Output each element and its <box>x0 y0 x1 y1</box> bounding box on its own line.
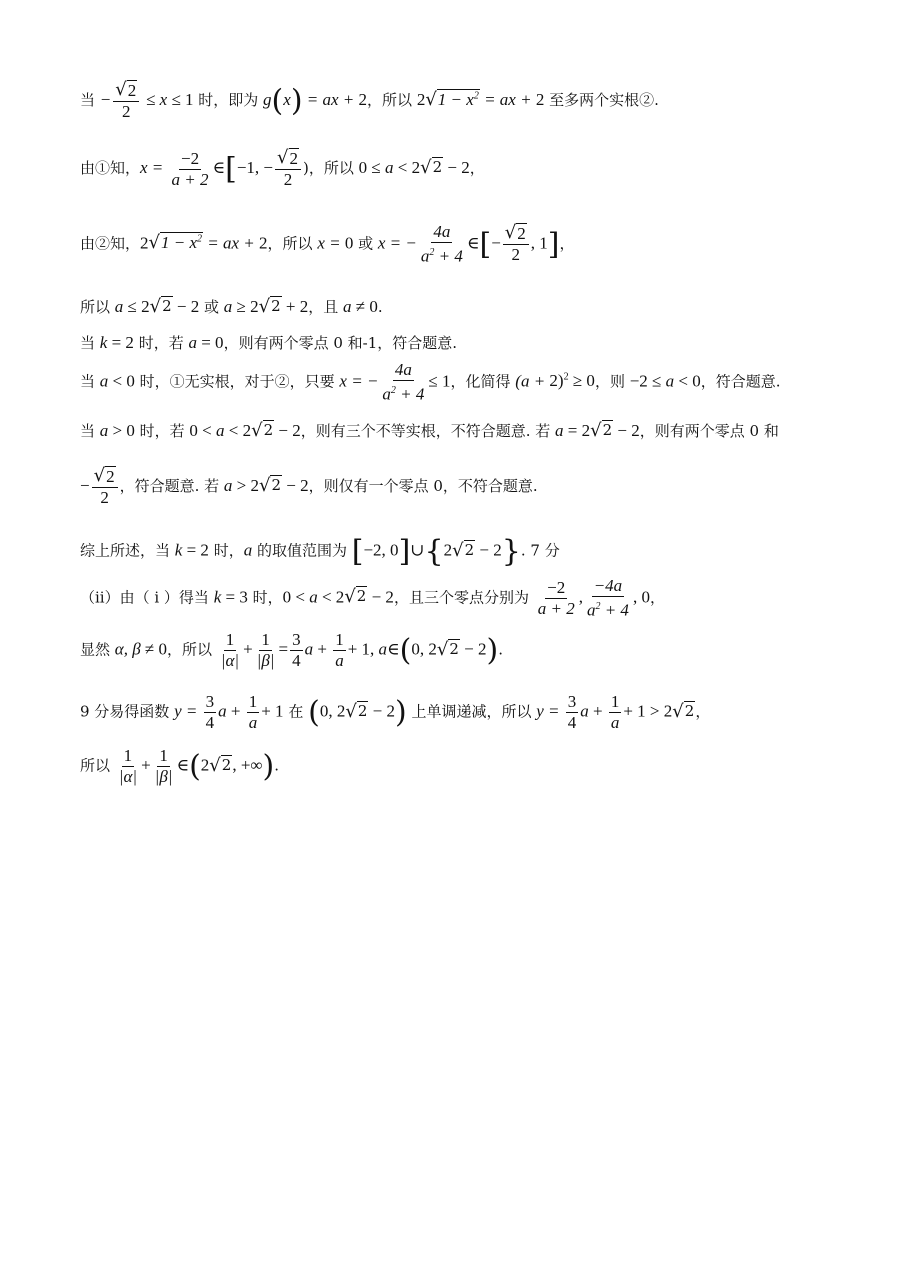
solution-line-6: 当 a < 0 时，①无实根，对于②，只要 x = − $\frac{4a}{a^2 + 4}$ ≤ 1，化简得 $(a + 2)^2 \ge 0$，则 −2 ≤ a < 0，符合题意. <box>80 360 781 404</box>
solution-line-8: − √ 2 2 ，符合题意. 若 a > 2 √ 2 − 2，则仅有一个零点 0，不符合题意. <box>80 465 538 507</box>
solution-line-1: 当 − √ 2 2 ≤ x ≤ 1 时，即为 g(x) = ax + 2，所以 2 √ $1 - x^2$ = ax + 2 至多两个实根②. <box>80 79 659 121</box>
solution-line-5: 当 k = 2 时，若 a = 0，则有两个零点 0 和-1，符合题意. <box>80 333 458 352</box>
solution-line-7: 当 a > 0 时，若 0 < a < 2 √ 2 − 2，则有三个不等实根，不符合题意. 若 a = 2 √ 2 − 2，则有两个零点 0 和 <box>80 420 779 441</box>
solution-line-13: 所以 $\frac{1}{|\alpha|}$ + $\frac{1}{|\beta|}$ ∈(2 √ 2 , +∞). <box>80 746 280 786</box>
solution-line-3: 由②知，2 √ $1 - x^2$ = ax + 2，所以 x = 0 或 x = − $\frac{4a}{a^2 + 4}$ ∈[− √ 2 2 , 1]， <box>80 222 575 266</box>
solution-line-2: 由①知，x = $\frac{-2}{a + 2}$ ∈[−1, − √ 2 2 )，所以 0 ≤ a < 2 √ 2 − 2， <box>80 147 485 189</box>
solution-line-12: 9 分易得函数 y = $\frac{3}{4}$ a + $\frac{1}{a}$ + 1 在 (0, 2 √ 2 − 2) 上单调递减，所以 y = $\frac{3}{4}$ a + $\frac{1}{a}$ + 1 > 2 √ 2 ， <box>80 692 711 732</box>
solution-line-4: 所以 a ≤ 2 √ 2 − 2 或 a ≥ 2 √ 2 + 2，且 a ≠ 0. <box>80 296 383 317</box>
solution-line-10: （ii）由（ i ）得当 k = 3 时，0 < a < 2 √ 2 − 2，且三个零点分别为 $\frac{-2}{a + 2}$ , $\frac{-4a}{a^2 + 4}$ , 0， <box>80 576 665 620</box>
solution-line-11: 显然 α, β ≠ 0，所以 $\frac{1}{|\alpha|}$ + $\frac{1}{|\beta|}$ = $\frac{3}{4}$ a + $\frac{1}{a}$ + 1, a∈(0, 2 √ 2 − 2). <box>80 630 503 670</box>
solution-line-9: 综上所述，当 k = 2 时，a 的取值范围为 [−2, 0]∪{2 √ 2 − 2}. 7 分 <box>80 534 560 569</box>
